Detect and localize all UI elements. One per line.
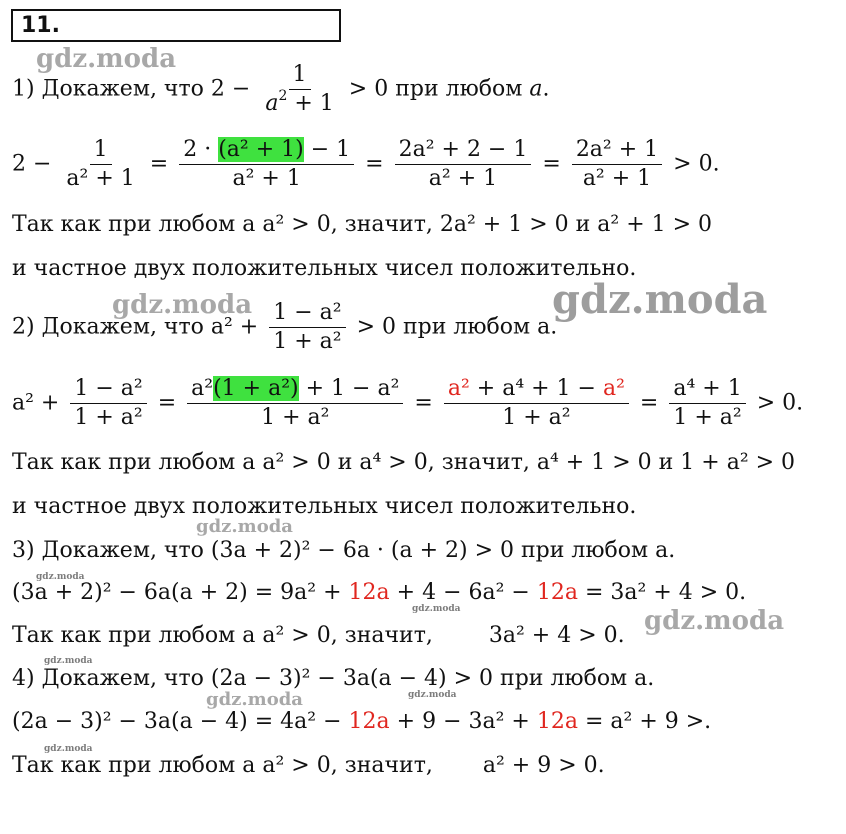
- task-number-box: [11, 9, 341, 42]
- p2-since: Так как при любом a a² > 0 и a⁴ > 0, значит, a⁴ + 1 > 0 и 1 + a² > 0: [12, 450, 796, 475]
- watermark: gdz.moda: [44, 744, 93, 754]
- p1-calc-frac-3: $\frac{\text{2a² + 2 − 1}}{\text{a² + 1}}$: [395, 137, 532, 192]
- watermark: gdz.moda: [412, 604, 461, 614]
- p1-highlight: (a² + 1): [218, 137, 304, 162]
- p4-since: Так как при любом a a² > 0, значит, a² + 9 > 0.: [12, 753, 605, 778]
- p3-calculation: (3a + 2)² − 6a(a + 2) = 9a² + 12a + 4 − 6a² − 12a = 3a² + 4 > 0.: [12, 580, 747, 605]
- p1-calculation: 2 − $\frac{1}{\text{a² + 1}}$ = $\frac{\text{2 · (a² + 1) − 1}}{\text{a² + 1}}$ = $\frac{\text{2a² + 2 − 1}}{\text{a² + 1}}$ = $\frac{\text{2a² + 1}}{\text{a² + 1}}$ > 0.: [12, 137, 720, 191]
- p3-since: Так как при любом a a² > 0, значит, 3a² + 4 > 0.: [12, 623, 625, 648]
- p2-calc-frac-4: $\frac{\text{a⁴ + 1}}{\text{1 + a²}}$: [669, 376, 745, 431]
- watermark: gdz.moda: [552, 276, 768, 323]
- p2-conclusion: и частное двух положительных чисел положительно.: [12, 494, 637, 519]
- p3-intro: 3) Докажем, что (3a + 2)² − 6a · (a + 2) > 0 при любом a.: [12, 538, 676, 563]
- p4-calculation: (2a − 3)² − 3a(a − 4) = 4a² − 12a + 9 − 3a² + 12a = a² + 9 >.: [12, 709, 712, 734]
- p1-since: Так как при любом a a² > 0, значит, 2a² + 1 > 0 и a² + 1 > 0: [12, 212, 713, 237]
- p1-intro-fraction: $\frac{1}{a^2 + 1}$: [265, 62, 334, 116]
- task-number: 11.: [21, 13, 60, 38]
- watermark: gdz.moda: [44, 656, 93, 666]
- p2-calc-frac-2: $\frac{\text{a²(1 + a²) + 1 − a²}}{\text{1 + a²}}$: [187, 376, 403, 431]
- p1-conclusion: и частное двух положительных чисел положительно.: [12, 256, 637, 281]
- p2-calc-frac-1: $\frac{\text{1 − a²}}{\text{1 + a²}}$: [70, 376, 146, 431]
- p2-intro: 2) Докажем, что a² + $\frac{\text{1 − a²}}{\text{1 + a²}}$ > 0 при любом a.: [12, 300, 558, 354]
- p2-calculation: a² + $\frac{\text{1 − a²}}{\text{1 + a²}}$ = $\frac{\text{a²(1 + a²) + 1 − a²}}{\text{1 + a²}}$ = $\frac{\text{a² + a⁴ + 1 − a²}}{\text{1 + a²}}$ = $\frac{\text{a⁴ + 1}}{\text{1 + a²}}$ > 0.: [12, 376, 804, 430]
- p1-calc-frac-1: $\frac{1}{\text{a² + 1}}$: [66, 137, 135, 191]
- watermark: gdz.moda: [112, 290, 253, 320]
- watermark: gdz.moda: [644, 606, 785, 636]
- watermark: gdz.moda: [196, 516, 293, 537]
- p1-intro: 1) Докажем, что 2 − $\frac{1}{a^2 + 1}$ > 0 при любом a.: [12, 62, 550, 116]
- p1-calc-frac-4: $\frac{\text{2a² + 1}}{\text{a² + 1}}$: [572, 137, 662, 192]
- watermark: gdz.moda: [408, 690, 457, 700]
- p2-intro-fraction: $\frac{\text{1 − a²}}{\text{1 + a²}}$: [269, 300, 345, 355]
- p2-calc-frac-3: $\frac{\text{a² + a⁴ + 1 − a²}}{\text{1 + a²}}$: [444, 376, 629, 431]
- watermark: gdz.moda: [36, 572, 85, 582]
- watermark: gdz.moda: [206, 689, 303, 710]
- p2-highlight: (1 + a²): [213, 376, 299, 401]
- p4-intro: 4) Докажем, что (2a − 3)² − 3a(a − 4) > 0 при любом a.: [12, 666, 655, 691]
- p1-calc-frac-2: $\frac{\text{2 · (a² + 1) − 1}}{\text{a² + 1}}$: [179, 137, 354, 192]
- watermark: gdz.moda: [36, 44, 177, 74]
